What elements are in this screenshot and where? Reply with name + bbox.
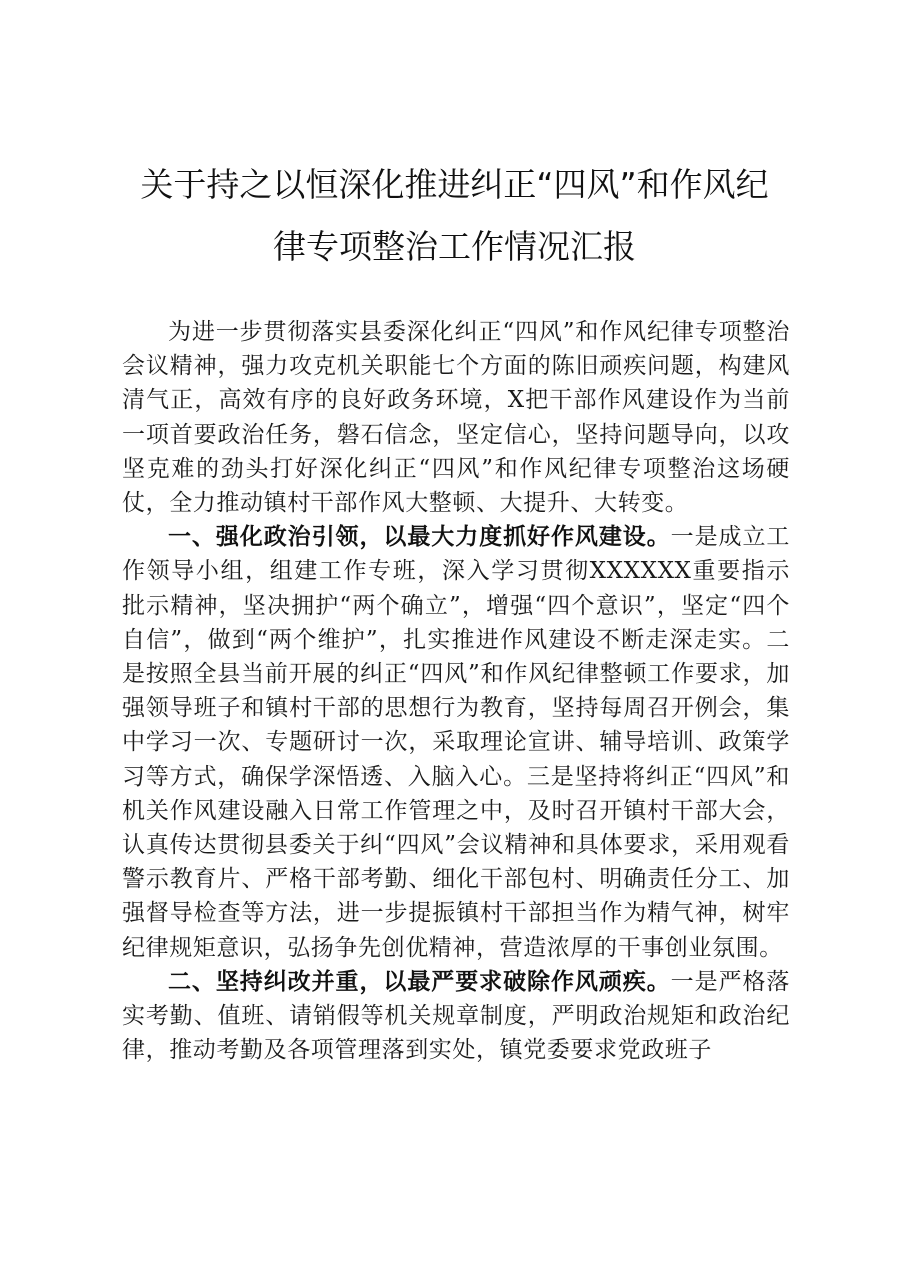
document-body [122, 315, 790, 1067]
paragraph-section-2 [122, 965, 790, 1068]
section-heading: 二、坚持纠改并重，以最严要求破除作风顽疾。 [168, 968, 671, 995]
paragraph-intro [122, 315, 790, 520]
section-heading: 一、强化政治引领，以最大力度抓好作风建设。 [168, 524, 671, 551]
paragraph-section-1 [122, 520, 790, 965]
paragraph-text: 一是成立工作领导小组，组建工作专班，深入学习贯彻XXXXXX重要指示批示精神，坚决拥护“两个确立”，增强“四个意识”，坚定“四个自信”，做到“两个维护”，扎实推进作风建设不断走深走实。二是按照全县当前开展的纠正“四风”和作风纪律整顿工作要求，加强领导班子和镇村干部的思想行为教育，坚持每周召开例会，集中学习一次、专题研讨一次，采取理论宣讲、辅导培训、政策学习等方式，确保学深悟透、入脑入心。三是坚持将纠正“四风”和机关作风建设融入日常工作管理之中，及时召开镇村干部大会，认真传达贯彻县委关于纠“四风”会议精神和具体要求，采用观看警示教育片、严格干部考勤、细化干部包村、明确责任分工、加强督导检查等方法，进一步提振镇村干部担当作为精气神，树牢纪律规矩意识，弘扬争先创优精神，营造浓厚的干事创业氛围。 [122, 524, 790, 961]
title-line-2: 律专项整治工作情况汇报 [273, 227, 636, 266]
title-line-1: 关于持之以恒深化推进纠正“四风”和作风纪 [140, 165, 769, 204]
document-title [100, 154, 809, 278]
paragraph-text: 一是严格落实考勤、值班、请销假等机关规章制度，严明政治规矩和政治纪律，推动考勤及各项管理落到实处，镇党委要求党政班子 [122, 968, 790, 1064]
paragraph-text: 为进一步贯彻落实县委深化纠正“四风”和作风纪律专项整治会议精神，强力攻克机关职能七个方面的陈旧顽疾问题，构建风清气正，高效有序的良好政务环境，X把干部作风建设作为当前一项首要政治任务，磐石信念，坚定信心，坚持问题导向，以攻坚克难的劲头打好深化纠正“四风”和作风纪律专项整治这场硬仗，全力推动镇村干部作风大整顿、大提升、大转变。 [122, 319, 790, 517]
